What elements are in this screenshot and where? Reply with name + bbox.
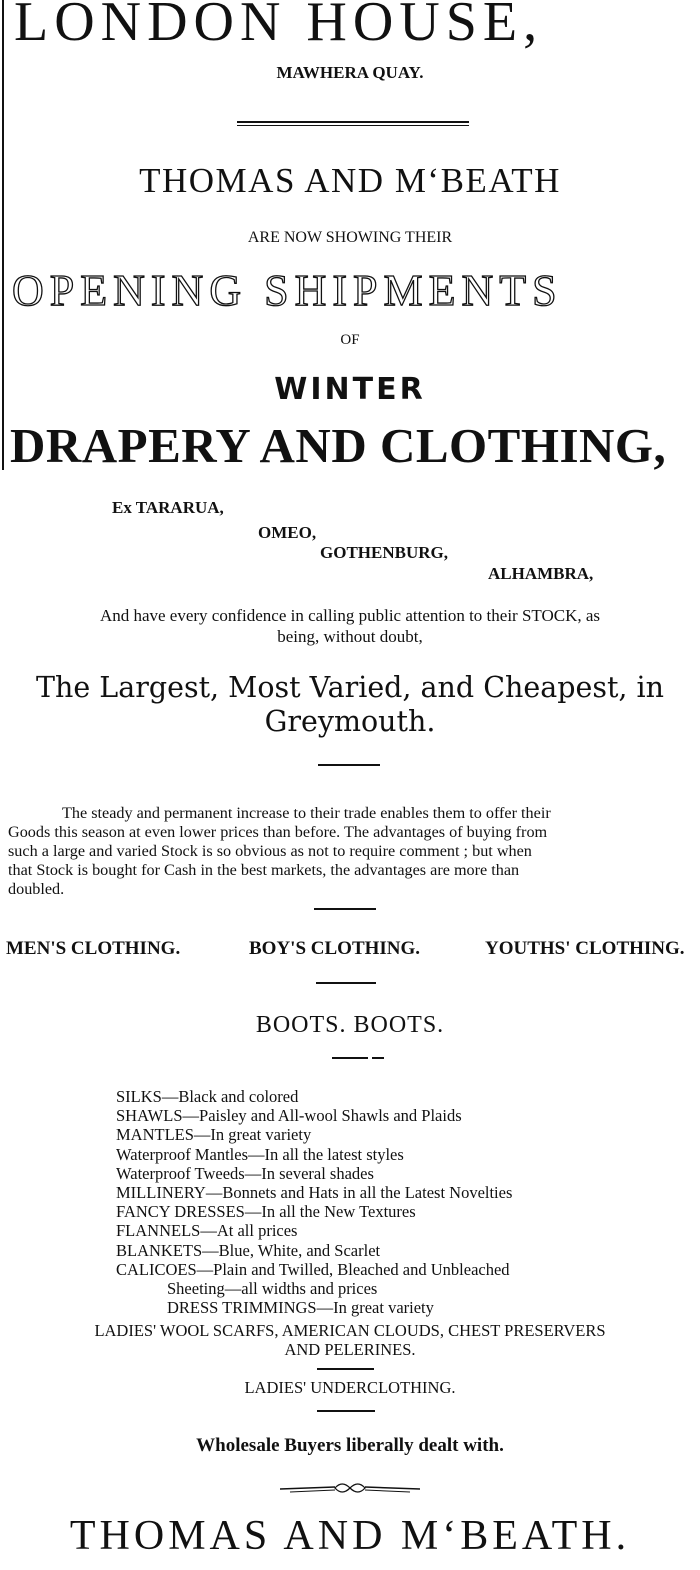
- item-blankets: BLANKETS—Blue, White, and Scarlet: [116, 1240, 381, 1260]
- confidence-line-2: being, without doubt,: [277, 627, 423, 646]
- item-sheeting: Sheeting—all widths and prices: [167, 1278, 378, 1298]
- header-title: LONDON HOUSE,: [14, 0, 544, 53]
- opening-shipments: OPENING SHIPMENTS: [12, 266, 563, 315]
- header-location: MAWHERA QUAY.: [276, 63, 424, 82]
- youths-clothing: YOUTHS' CLOTHING.: [485, 938, 685, 959]
- item-silks: SILKS—Black and colored: [116, 1087, 299, 1106]
- wholesale-text: Wholesale Buyers liberally dealt with.: [196, 1435, 504, 1456]
- confidence-line-1: And have every confidence in calling public attention to their STOCK, as: [99, 606, 601, 625]
- footer-firm: THOMAS AND M‘BEATH.: [69, 1513, 631, 1559]
- paragraph: [8, 804, 698, 899]
- item-millinery: MILLINERY—Bonnets and Hats in all the Latest Novelties: [116, 1182, 513, 1202]
- item-list: [116, 1087, 512, 1317]
- rule-4b: [372, 1057, 384, 1059]
- paragraph-line-5: doubled.: [8, 880, 65, 898]
- scarfs-line-2: AND PELERINES.: [284, 1340, 416, 1359]
- double-rule-top: [237, 121, 469, 123]
- paragraph-line-1: The steady and permanent increase to their trade enables them to offer their: [62, 804, 551, 822]
- item-flannels: FLANNELS—At all prices: [116, 1221, 298, 1241]
- winter-heading: WINTER: [274, 372, 426, 407]
- paragraph-line-3: such a large and varied Stock is so obvious as not to require comment ; but when: [8, 842, 532, 860]
- intro-text: ARE NOW SHOWING THEIR: [247, 229, 453, 246]
- item-waterproof-mantles: Waterproof Mantles—In all the latest styles: [116, 1144, 404, 1164]
- firm-name: THOMAS AND M‘BEATH: [139, 161, 561, 200]
- ship-alhambra: ALHAMBRA,: [488, 564, 594, 583]
- ship-omeo: OMEO,: [258, 523, 317, 542]
- boys-clothing: BOY'S CLOTHING.: [249, 938, 421, 959]
- ladies-underclothing: LADIES' UNDERCLOTHING.: [244, 1378, 456, 1397]
- rule-2: [314, 908, 376, 910]
- item-shawls: SHAWLS—Paisley and All-wool Shawls and Plaids: [116, 1106, 462, 1126]
- item-dress-trimmings: DRESS TRIMMINGS—In great variety: [167, 1298, 434, 1318]
- mens-clothing: MEN'S CLOTHING.: [6, 938, 181, 959]
- ship-tararua: Ex TARARUA,: [112, 498, 224, 517]
- rule-1: [318, 764, 380, 766]
- rule-3: [316, 982, 376, 984]
- item-waterproof-tweeds: Waterproof Tweeds—In several shades: [116, 1163, 374, 1183]
- paragraph-line-2: Goods this season at even lower prices than before. The advantages of buying from: [8, 823, 548, 841]
- of-text: OF: [340, 332, 360, 348]
- rule-4a: [332, 1057, 368, 1059]
- item-calicoes: CALICOES—Plain and Twilled, Bleached and Unbleached: [116, 1259, 510, 1279]
- ornament-divider: [280, 1478, 420, 1500]
- largest-line-2: Greymouth.: [264, 705, 436, 738]
- rule-6: [317, 1410, 375, 1412]
- largest-line-1: The Largest, Most Varied, and Cheapest, in: [36, 671, 664, 704]
- scarfs-line-1: LADIES' WOOL SCARFS, AMERICAN CLOUDS, CHEST PRESERVERS: [94, 1321, 606, 1340]
- item-fancy-dresses: FANCY DRESSES—In all the New Textures: [116, 1202, 416, 1222]
- drapery-heading: DRAPERY AND CLOTHING,: [10, 418, 667, 473]
- rule-5: [317, 1368, 374, 1370]
- paragraph-line-4: that Stock is bought for Cash in the best markets, the advantages are more than: [8, 861, 520, 879]
- item-mantles: MANTLES—In great variety: [116, 1125, 312, 1145]
- ship-gothenburg: GOTHENBURG,: [320, 543, 448, 562]
- boots-heading: BOOTS. BOOTS.: [255, 1012, 445, 1038]
- double-rule-bottom: [237, 125, 469, 126]
